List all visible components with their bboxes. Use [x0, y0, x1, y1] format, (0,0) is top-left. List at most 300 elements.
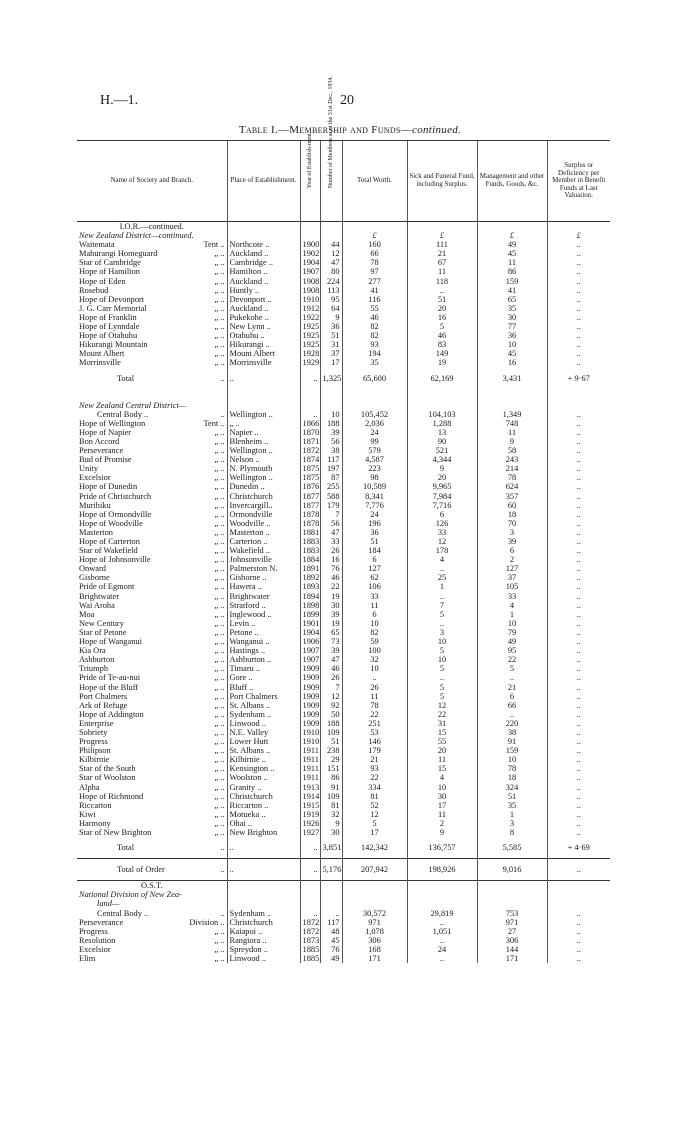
members-cell: 3,851 [320, 837, 342, 859]
branch-name-cell [77, 340, 227, 349]
year-cell: 1913 [300, 783, 320, 792]
place-cell: Port Chalmers [227, 692, 300, 701]
management-fund-cell: 78 [477, 764, 547, 773]
place-cell: Kensington .. [227, 764, 300, 773]
branch-name-cell [77, 528, 227, 537]
place-cell: „ .. [227, 419, 300, 428]
members-cell: 109 [320, 792, 342, 801]
members-cell: .. [320, 909, 342, 918]
branch-name-cell [77, 455, 227, 464]
branch-name: Pride of Egmont [79, 582, 135, 592]
branch-type: „ .. [214, 709, 225, 719]
year-cell: 1898 [300, 601, 320, 610]
branch-name: Mahurangi Homeguard [79, 249, 158, 259]
year-cell: 1893 [300, 582, 320, 591]
branch-type: .. [220, 373, 225, 383]
members-cell: 47 [320, 528, 342, 537]
surplus-cell: .. [547, 637, 610, 646]
branch-name: Bon Accord [79, 436, 120, 446]
branch-type: „ .. [214, 618, 225, 628]
surplus-cell: .. [547, 801, 610, 810]
district-heading-nz [77, 231, 610, 240]
surplus-cell: .. [547, 828, 610, 837]
branch-type: „ .. [214, 782, 225, 792]
total-worth-cell: 334 [342, 783, 407, 792]
management-fund-cell: 6 [477, 546, 547, 555]
place-cell: Mount Albert [227, 349, 300, 358]
total-worth-cell: 8,341 [342, 492, 407, 501]
table-row [77, 267, 610, 276]
sick-fund-cell: .. [407, 673, 477, 682]
branch-name: Hope of Lynndale [79, 322, 140, 332]
members-cell: 17 [320, 358, 342, 367]
sick-fund-cell: 30 [407, 792, 477, 801]
management-fund-cell: 65 [477, 295, 547, 304]
surplus-cell: .. [547, 628, 610, 637]
management-fund-cell: 41 [477, 286, 547, 295]
branch-type: „ .. [214, 664, 225, 674]
surplus-cell: .. [547, 664, 610, 673]
branch-name-cell [77, 664, 227, 673]
branch-name: Hope of Ormondville [79, 509, 152, 519]
table-row [77, 945, 610, 954]
place-cell: Stratford .. [227, 601, 300, 610]
year-cell: .. [300, 368, 320, 389]
total-worth-cell: 6 [342, 610, 407, 619]
place-cell: Devonport .. [227, 295, 300, 304]
table-row [77, 358, 610, 367]
members-cell: 64 [320, 304, 342, 313]
management-fund-cell: 18 [477, 773, 547, 782]
management-fund-cell: 6 [477, 692, 547, 701]
branch-name: Murihiku [79, 500, 111, 510]
sick-fund-cell: 20 [407, 473, 477, 482]
sick-fund-cell: 5 [407, 664, 477, 673]
members-cell: 238 [320, 746, 342, 755]
place-cell: Wakefield .. [227, 546, 300, 555]
sick-fund-cell: 4 [407, 555, 477, 564]
members-cell: 26 [320, 546, 342, 555]
branch-name: Kilbirnie [79, 755, 110, 765]
place-cell: New Brighton [227, 828, 300, 837]
place-cell: Palmerston N. [227, 564, 300, 573]
year-cell: 1872 [300, 918, 320, 927]
table-row [77, 410, 610, 419]
branch-name: Central Body .. [97, 409, 149, 419]
year-cell: 1908 [300, 286, 320, 295]
empty-cell [477, 401, 547, 410]
sick-fund-cell: 33 [407, 528, 477, 537]
management-fund-cell: 748 [477, 419, 547, 428]
branch-type: „ .. [214, 564, 225, 574]
sick-fund-cell: 11 [407, 755, 477, 764]
surplus-cell: .. [547, 683, 610, 692]
branch-name-cell [77, 773, 227, 782]
members-cell: 12 [320, 692, 342, 701]
branch-name-cell [77, 537, 227, 546]
branch-type: „ .. [214, 954, 225, 964]
total-worth-cell: 26 [342, 683, 407, 692]
table-row [77, 710, 610, 719]
sick-fund-cell: 1,288 [407, 419, 477, 428]
members-cell: 39 [320, 428, 342, 437]
division-heading-line1 [77, 890, 610, 899]
year-cell: 1922 [300, 313, 320, 322]
sick-fund-cell: 7,984 [407, 492, 477, 501]
branch-name-cell [77, 927, 227, 936]
sick-fund-cell: 31 [407, 719, 477, 728]
branch-type: „ .. [214, 473, 225, 483]
management-fund-cell: 971 [477, 918, 547, 927]
empty-cell [320, 890, 342, 899]
spacer-row [77, 389, 610, 401]
year-cell: 1904 [300, 628, 320, 637]
branch-name-cell [77, 837, 227, 859]
sick-fund-cell: 5 [407, 322, 477, 331]
surplus-cell: .. [547, 537, 610, 546]
branch-name: Star of the South [79, 764, 136, 774]
place-cell: Ohai .. [227, 819, 300, 828]
branch-name-cell [77, 286, 227, 295]
table-row [77, 510, 610, 519]
empty-cell [477, 890, 547, 899]
table-row [77, 564, 610, 573]
year-cell: 1878 [300, 510, 320, 519]
surplus-cell: + 4·69 [547, 837, 610, 859]
table-row [77, 473, 610, 482]
branch-name-cell [77, 322, 227, 331]
year-cell: 1866 [300, 419, 320, 428]
management-fund-cell: 27 [477, 927, 547, 936]
branch-name-cell [77, 828, 227, 837]
branch-type: „ .. [214, 573, 225, 583]
members-cell: 50 [320, 710, 342, 719]
branch-type: „ .. [214, 673, 225, 683]
management-fund-cell: 220 [477, 719, 547, 728]
place-cell: Inglewood .. [227, 610, 300, 619]
year-cell: 1875 [300, 473, 320, 482]
management-fund-cell: 22 [477, 655, 547, 664]
branch-name-cell [77, 801, 227, 810]
empty-cell [342, 881, 407, 891]
branch-name: Triumph [79, 664, 109, 674]
year-cell: 1927 [300, 828, 320, 837]
table-row [77, 340, 610, 349]
table-title-prefix: Table I. [238, 124, 278, 136]
branch-name: Sobriety [79, 727, 108, 737]
branch-name-cell [77, 410, 227, 419]
year-cell: 1878 [300, 519, 320, 528]
total-worth-cell: 35 [342, 358, 407, 367]
place-cell: Gore .. [227, 673, 300, 682]
sick-fund-cell: .. [407, 936, 477, 945]
total-worth-cell: 65,600 [342, 368, 407, 389]
members-cell: 51 [320, 331, 342, 340]
total-worth-cell: 22 [342, 773, 407, 782]
branch-type: „ .. [214, 718, 225, 728]
total-worth-cell: 194 [342, 349, 407, 358]
branch-name-cell [77, 628, 227, 637]
management-fund-cell: 1,349 [477, 410, 547, 419]
year-cell: 1875 [300, 464, 320, 473]
management-fund-cell: 144 [477, 945, 547, 954]
total-worth-cell: 24 [342, 428, 407, 437]
sick-fund-cell: 11 [407, 810, 477, 819]
year-cell: 1883 [300, 546, 320, 555]
total-worth-cell: 78 [342, 701, 407, 710]
table-row [77, 304, 610, 313]
year-cell: 1904 [300, 258, 320, 267]
total-worth-cell: 97 [342, 267, 407, 276]
management-fund-cell: 51 [477, 792, 547, 801]
branch-name-cell [77, 755, 227, 764]
branch-name-cell [77, 492, 227, 501]
members-cell: 188 [320, 419, 342, 428]
place-cell: N. Plymouth [227, 464, 300, 473]
branch-name: Hope of Eden [79, 276, 126, 286]
surplus-cell: .. [547, 719, 610, 728]
branch-name-cell [77, 249, 227, 258]
year-cell: 1907 [300, 646, 320, 655]
branch-name: Enterprise [79, 718, 114, 728]
branch-name-cell [77, 810, 227, 819]
branch-name: Ashburton [79, 655, 115, 665]
management-fund-cell: 306 [477, 936, 547, 945]
table-row [77, 286, 610, 295]
empty-cell [342, 222, 407, 232]
branch-name-cell [77, 349, 227, 358]
year-cell: 1881 [300, 528, 320, 537]
members-cell: 179 [320, 501, 342, 510]
management-fund-cell: 66 [477, 701, 547, 710]
empty-cell [227, 231, 300, 240]
members-cell: 19 [320, 592, 342, 601]
surplus-cell: .. [547, 909, 610, 918]
branch-name: Alpha [79, 782, 100, 792]
place-cell: Sydenham .. [227, 710, 300, 719]
sick-fund-cell: 24 [407, 945, 477, 954]
place-cell: Woolston .. [227, 773, 300, 782]
management-fund-cell: 60 [477, 501, 547, 510]
table-body [77, 222, 610, 964]
management-fund-cell: 35 [477, 304, 547, 313]
branch-name-cell [77, 859, 227, 881]
sick-fund-cell: 83 [407, 340, 477, 349]
members-cell: 16 [320, 555, 342, 564]
surplus-cell: .. [547, 582, 610, 591]
year-cell: 1884 [300, 555, 320, 564]
place-cell: Masterton .. [227, 528, 300, 537]
total-row [77, 368, 610, 389]
members-cell: 30 [320, 601, 342, 610]
surplus-cell: .. [547, 267, 610, 276]
sick-fund-cell: 111 [407, 240, 477, 249]
management-fund-cell: 2 [477, 555, 547, 564]
total-worth-cell: 82 [342, 628, 407, 637]
management-fund-cell: 159 [477, 746, 547, 755]
management-fund-cell: 214 [477, 464, 547, 473]
table-row [77, 437, 610, 446]
branch-name: Central Body .. [97, 908, 149, 918]
branch-name-cell [77, 482, 227, 491]
empty-cell [300, 401, 320, 410]
table-row [77, 419, 610, 428]
table-row [77, 501, 610, 510]
table-row [77, 313, 610, 322]
branch-type: .. [220, 843, 225, 853]
management-fund-cell: 324 [477, 783, 547, 792]
surplus-cell: .. [547, 240, 610, 249]
table-row [77, 936, 610, 945]
members-cell: 80 [320, 267, 342, 276]
place-cell: St. Albans .. [227, 746, 300, 755]
members-cell: 56 [320, 519, 342, 528]
total-worth-cell: .. [342, 673, 407, 682]
members-cell: 36 [320, 322, 342, 331]
total-worth-cell: 66 [342, 249, 407, 258]
page-reference: H.—1. [100, 93, 139, 108]
table-row [77, 258, 610, 267]
place-cell: Sydenham .. [227, 909, 300, 918]
branch-name: Total [117, 373, 135, 383]
members-cell: 45 [320, 936, 342, 945]
table-row [77, 331, 610, 340]
surplus-cell: .. [547, 710, 610, 719]
branch-name-cell [77, 446, 227, 455]
sick-fund-cell: 16 [407, 313, 477, 322]
management-fund-cell: 10 [477, 755, 547, 764]
branch-name: Hope of Hamilton [79, 267, 140, 277]
management-fund-cell: .. [477, 710, 547, 719]
empty-cell [407, 899, 477, 908]
table-row [77, 954, 610, 963]
table-row [77, 528, 610, 537]
branch-name: Masterton [79, 527, 113, 537]
table-row [77, 610, 610, 619]
place-cell: Carterton .. [227, 537, 300, 546]
currency-unit: £ [477, 231, 547, 240]
place-cell: .. [227, 859, 300, 881]
members-cell: 86 [320, 773, 342, 782]
surplus-cell: .. [547, 492, 610, 501]
empty-cell [320, 881, 342, 891]
members-cell: 51 [320, 737, 342, 746]
branch-name-cell [77, 555, 227, 564]
branch-name: Hope of Devonport [79, 294, 145, 304]
sick-fund-cell: 20 [407, 746, 477, 755]
year-cell: 1906 [300, 637, 320, 646]
year-cell: 1926 [300, 819, 320, 828]
year-cell: 1874 [300, 455, 320, 464]
sick-fund-cell: 67 [407, 258, 477, 267]
total-of-order-row [77, 859, 610, 881]
members-cell: 76 [320, 564, 342, 573]
branch-name: Unity [79, 464, 99, 474]
branch-type: „ .. [214, 700, 225, 710]
currency-unit: £ [407, 231, 477, 240]
members-cell: 19 [320, 619, 342, 628]
place-cell: Cambridge .. [227, 258, 300, 267]
branch-name: Star of Wakefield [79, 546, 138, 556]
table-row [77, 909, 610, 918]
year-cell: 1909 [300, 701, 320, 710]
members-cell: 81 [320, 801, 342, 810]
empty-cell [300, 890, 320, 899]
surplus-cell: .. [547, 358, 610, 367]
branch-type: „ .. [214, 518, 225, 528]
members-cell: 56 [320, 437, 342, 446]
sick-fund-cell: 62,169 [407, 368, 477, 389]
management-fund-cell: 10 [477, 340, 547, 349]
sick-fund-cell: 21 [407, 249, 477, 258]
branch-name: Progress [79, 926, 108, 936]
year-cell: 1877 [300, 501, 320, 510]
members-cell: 46 [320, 573, 342, 582]
branch-name-cell [77, 710, 227, 719]
total-worth-cell: 93 [342, 340, 407, 349]
branch-type: „ .. [214, 276, 225, 286]
branch-type: „ .. [214, 249, 225, 259]
members-cell: 588 [320, 492, 342, 501]
management-fund-cell: 45 [477, 349, 547, 358]
empty-cell [477, 881, 547, 891]
branch-type: „ .. [214, 294, 225, 304]
table-title-suffix: continued. [412, 124, 462, 136]
sick-fund-cell: 2 [407, 819, 477, 828]
place-cell: Wellington .. [227, 446, 300, 455]
branch-name-cell [77, 592, 227, 601]
total-worth-cell: 51 [342, 537, 407, 546]
branch-type: „ .. [214, 737, 225, 747]
table-row [77, 637, 610, 646]
branch-name: Gisborne [79, 573, 110, 583]
place-cell: Nelson .. [227, 455, 300, 464]
branch-name-cell [77, 437, 227, 446]
branch-name: Rosebud [79, 285, 109, 295]
sick-fund-cell: .. [407, 619, 477, 628]
management-fund-cell: 3,431 [477, 368, 547, 389]
year-cell: 1928 [300, 349, 320, 358]
year-cell: 1909 [300, 683, 320, 692]
members-cell: 92 [320, 701, 342, 710]
branch-name-cell [77, 295, 227, 304]
branch-name: Ark of Refuge [79, 700, 128, 710]
place-cell: St. Albans .. [227, 701, 300, 710]
place-cell: Auckland .. [227, 249, 300, 258]
place-cell: Kilbirnie .. [227, 755, 300, 764]
branch-type: „ .. [214, 464, 225, 474]
members-cell: 7 [320, 510, 342, 519]
year-cell: 1925 [300, 331, 320, 340]
members-cell: 26 [320, 673, 342, 682]
branch-name: Riccarton [79, 800, 112, 810]
branch-type: „ .. [214, 509, 225, 519]
surplus-cell: .. [547, 755, 610, 764]
management-fund-cell: 5,585 [477, 837, 547, 859]
year-cell: 1871 [300, 437, 320, 446]
branch-name: Bud of Promise [79, 455, 132, 465]
members-cell: 87 [320, 473, 342, 482]
branch-type: „ .. [214, 285, 225, 295]
members-cell: 47 [320, 655, 342, 664]
branch-type: .. [220, 409, 225, 419]
table-row [77, 737, 610, 746]
place-cell: Linwood .. [227, 954, 300, 963]
place-cell: Auckland .. [227, 304, 300, 313]
management-fund-cell: 91 [477, 737, 547, 746]
table-row [77, 764, 610, 773]
surplus-cell: .. [547, 322, 610, 331]
